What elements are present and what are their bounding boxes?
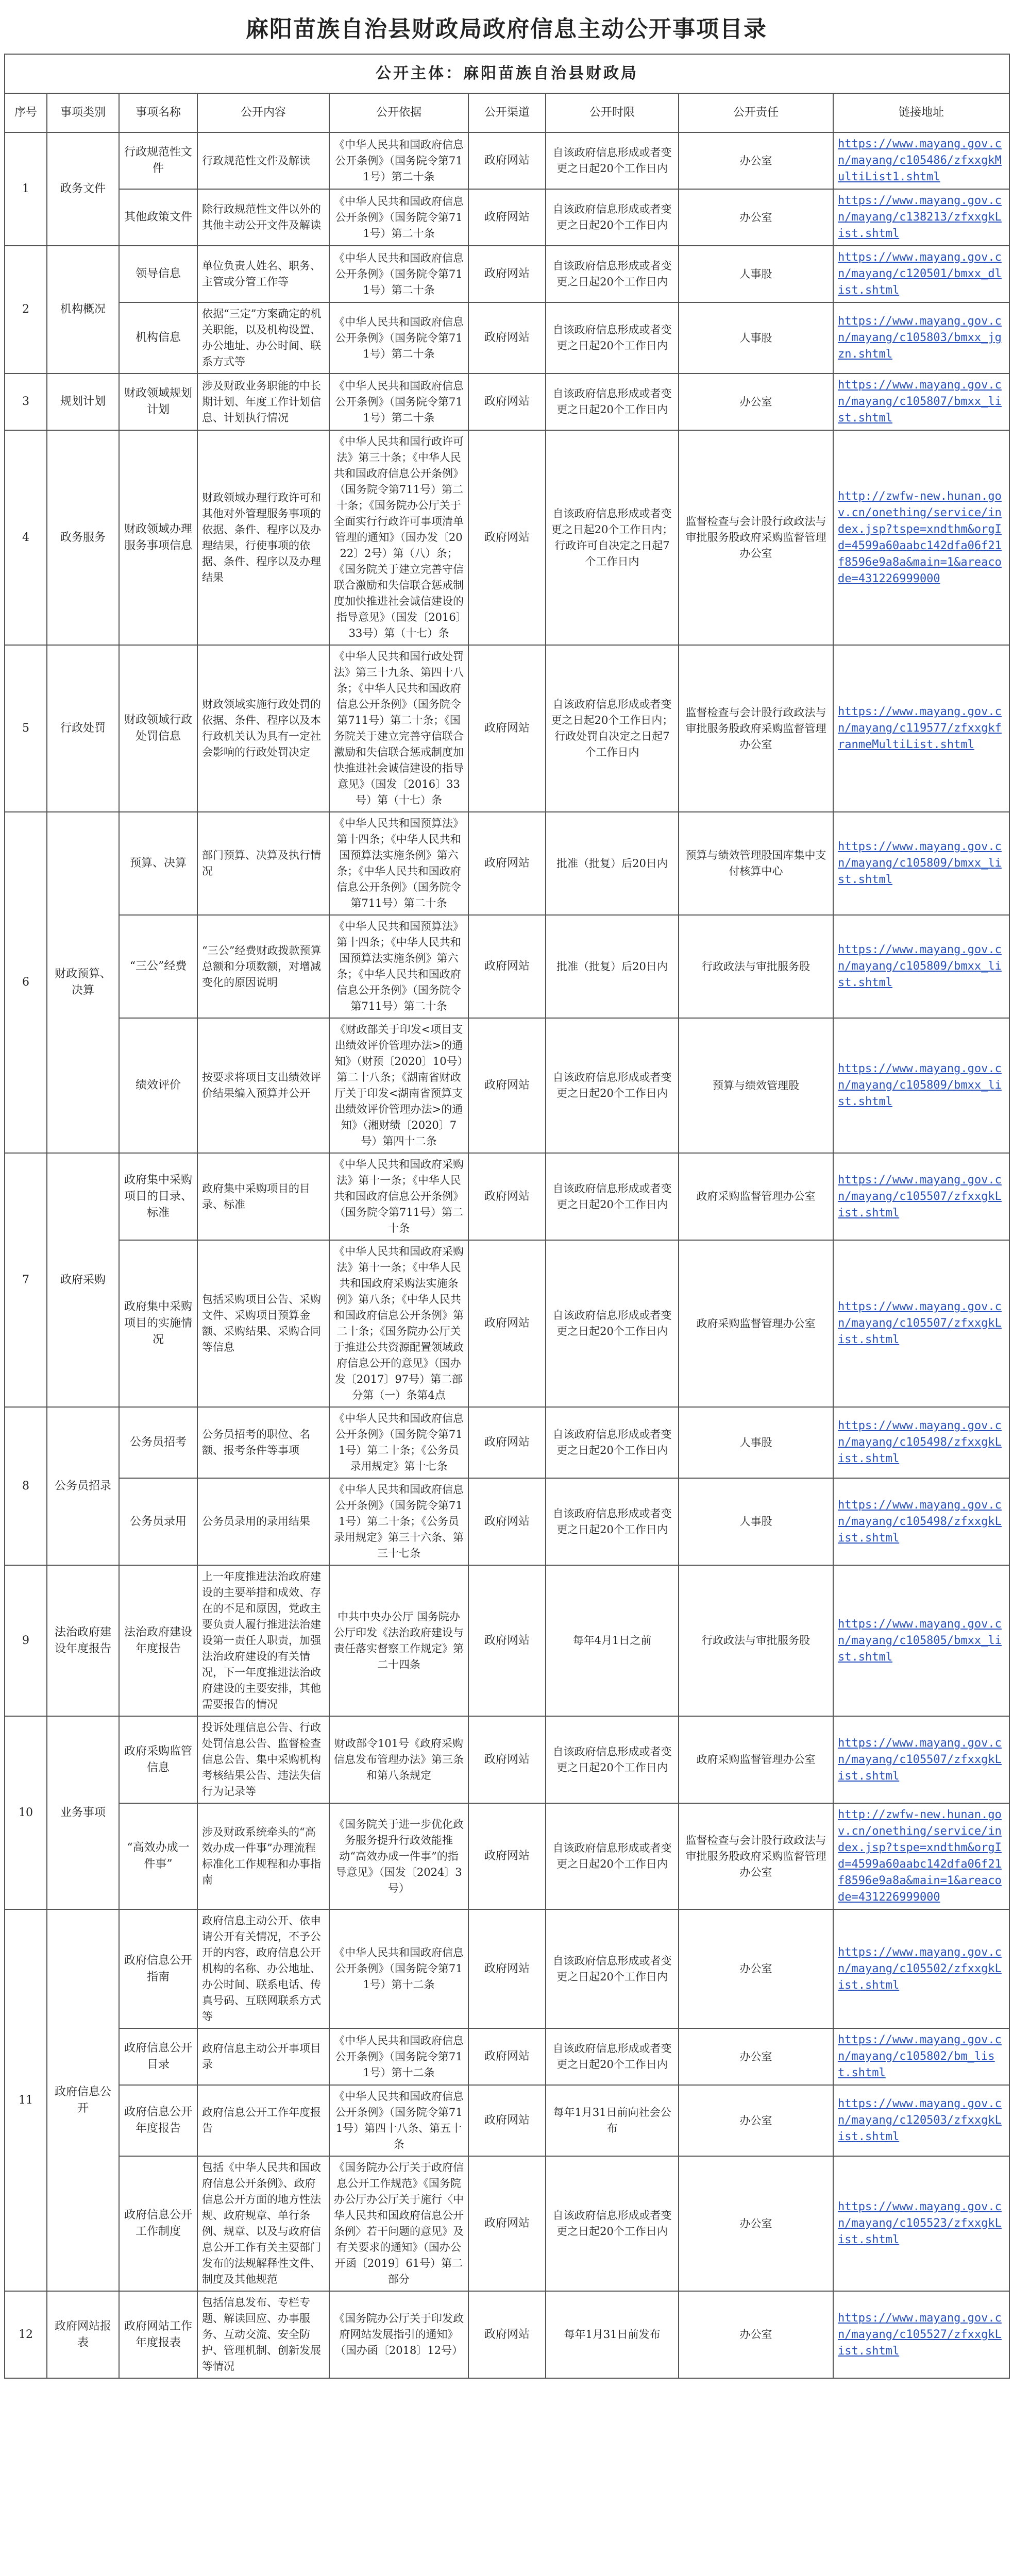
header-content: 公开内容 [197, 93, 329, 132]
disclosure-channel: 政府网站 [468, 1803, 546, 1909]
disclosure-channel: 政府网站 [468, 2156, 546, 2291]
link-address[interactable]: https://www.mayang.gov.cn/mayang/c105802/bm_list.shtml [833, 2028, 1009, 2085]
disclosure-basis: 《中华人民共和国政府信息公开条例》（国务院令第711号）第二十条；《公务员录用规定》第十七条 [329, 1407, 468, 1478]
item-name: “高效办成一件事” [119, 1803, 197, 1909]
table-row [5, 1565, 1009, 1716]
disclosure-time-limit: 自该政府信息形成或者变更之日起20个工作日内 [546, 302, 679, 374]
disclosure-basis: 《中华人民共和国政府信息公开条例》（国务院令第711号）第二十条 [329, 246, 468, 302]
table-row [5, 1803, 1009, 1909]
disclosure-content: 投诉处理信息公告、行政处罚信息公告、监督检查信息公告、集中采购机构考核结果公告、违法失信行为记录等 [197, 1716, 329, 1803]
header-channel: 公开渠道 [468, 93, 546, 132]
link-address[interactable]: https://www.mayang.gov.cn/mayang/c105805/bmxx_list.shtml [833, 1565, 1009, 1716]
item-name: 政府信息公开工作制度 [119, 2156, 197, 2291]
disclosure-time-limit: 自该政府信息形成或者变更之日起20个工作日内 [546, 1407, 679, 1478]
disclosure-content: 政府信息公开工作年度报告 [197, 2085, 329, 2156]
responsible-unit: 政府采购监督管理办公室 [679, 1153, 833, 1240]
table-row [5, 1478, 1009, 1565]
disclosure-time-limit: 自该政府信息形成或者变更之日起20个工作日内 [546, 1803, 679, 1909]
disclosure-channel: 政府网站 [468, 1153, 546, 1240]
category-cell: 机构概况 [47, 246, 119, 374]
disclosure-channel: 政府网站 [468, 302, 546, 374]
responsible-unit: 人事股 [679, 1407, 833, 1478]
disclosure-content: 涉及财政系统牵头的“高效办成一件事”办理流程标准化工作规程和办事指南 [197, 1803, 329, 1909]
category-cell: 规划计划 [47, 374, 119, 430]
disclosure-channel: 政府网站 [468, 645, 546, 812]
table-row [5, 645, 1009, 812]
item-name: 政府信息公开年度报告 [119, 2085, 197, 2156]
disclosure-basis: 《国务院办公厅关于印发政府网站发展指引的通知》（国办函〔2018〕12号） [329, 2291, 468, 2378]
disclosure-time-limit: 自该政府信息形成或者变更之日起20个工作日内；行政处罚自决定之日起7个工作日内 [546, 645, 679, 812]
disclosure-content: 政府信息主动公开、依申请公开有关情况，不予公开的内容，政府信息公开机构的名称、办公地址、办公时间、联系电话、传真号码、互联网联系方式等 [197, 1909, 329, 2028]
disclosure-basis: 《中华人民共和国政府信息公开条例》（国务院令第711号）第十二条 [329, 2028, 468, 2085]
disclosure-content: 按要求将项目支出绩效评价结果编入预算并公开 [197, 1018, 329, 1153]
disclosure-channel: 政府网站 [468, 1716, 546, 1803]
item-name: 财政领域办理服务事项信息 [119, 430, 197, 645]
disclosure-basis: 《中华人民共和国行政处罚法》第三十九条、第四十八条；《中华人民共和国政府信息公开条例》（国务院令第711号）第二十条；《国务院关于建立完善守信联合激励和失信联合惩戒制度加快推进社会诚信建设的指导意见》（国发〔2016〕33号）第（十七）条 [329, 645, 468, 812]
disclosure-basis: 《国务院办公厅关于政府信息公开工作规范》《国务院办公厅办公厅关于施行〈中华人民共和国政府信息公开条例〉若干问题的意见》及有关要求的通知》（国办公开函〔2019〕61号）第二部分 [329, 2156, 468, 2291]
header-link: 链接地址 [833, 93, 1009, 132]
responsible-unit: 办公室 [679, 1909, 833, 2028]
link-address[interactable]: https://www.mayang.gov.cn/mayang/c105809/bmxx_list.shtml [833, 915, 1009, 1018]
row-number: 6 [5, 812, 47, 1153]
category-cell: 政务文件 [47, 132, 119, 246]
disclosure-time-limit: 自该政府信息形成或者变更之日起20个工作日内 [546, 2156, 679, 2291]
item-name: “三公”经费 [119, 915, 197, 1018]
disclosure-content: 涉及财政业务职能的中长期计划、年度工作计划信息、计划执行情况 [197, 374, 329, 430]
disclosure-basis: 《中华人民共和国预算法》第十四条；《中华人民共和国预算法实施条例》第六条；《中华人民共和国政府信息公开条例》（国务院令第711号）第二十条 [329, 812, 468, 915]
disclosure-content: 公务员招考的职位、名额、报考条件等事项 [197, 1407, 329, 1478]
row-number: 7 [5, 1153, 47, 1407]
disclosure-content: 部门预算、决算及执行情况 [197, 812, 329, 915]
row-number: 2 [5, 246, 47, 374]
row-number: 4 [5, 430, 47, 645]
disclosure-channel: 政府网站 [468, 1565, 546, 1716]
disclosure-channel: 政府网站 [468, 1478, 546, 1565]
category-cell: 法治政府建设年度报告 [47, 1565, 119, 1716]
item-name: 政府信息公开指南 [119, 1909, 197, 2028]
row-number: 8 [5, 1407, 47, 1565]
link-address[interactable]: https://www.mayang.gov.cn/mayang/c105498/zfxxgkList.shtml [833, 1407, 1009, 1478]
disclosure-basis: 《中华人民共和国政府信息公开条例》（国务院令第711号）第二十条 [329, 374, 468, 430]
row-number: 10 [5, 1716, 47, 1909]
item-name: 财政领域规划计划 [119, 374, 197, 430]
disclosure-basis: 财政部令101号《政府采购信息发布管理办法》第三条和第八条规定 [329, 1716, 468, 1803]
header-basis: 公开依据 [329, 93, 468, 132]
table-row [5, 1018, 1009, 1153]
header-item: 事项名称 [119, 93, 197, 132]
disclosure-channel: 政府网站 [468, 246, 546, 302]
table-row [5, 1240, 1009, 1407]
row-number: 1 [5, 132, 47, 246]
category-cell: 财政预算、决算 [47, 812, 119, 1153]
table-row [5, 374, 1009, 430]
link-address[interactable]: https://www.mayang.gov.cn/mayang/c105809/bmxx_list.shtml [833, 1018, 1009, 1153]
header-time: 公开时限 [546, 93, 679, 132]
disclosure-channel: 政府网站 [468, 1909, 546, 2028]
disclosure-channel: 政府网站 [468, 2028, 546, 2085]
link-address[interactable]: https://www.mayang.gov.cn/mayang/c120503/zfxxgkList.shtml [833, 2085, 1009, 2156]
disclosure-time-limit: 自该政府信息形成或者变更之日起20个工作日内 [546, 1716, 679, 1803]
item-name: 公务员录用 [119, 1478, 197, 1565]
table-row [5, 1407, 1009, 1478]
row-number: 9 [5, 1565, 47, 1716]
item-name: 行政规范性文件 [119, 132, 197, 189]
link-address[interactable]: https://www.mayang.gov.cn/mayang/c105486/zfxxgkMultiList1.shtml [833, 132, 1009, 189]
disclosure-time-limit: 自该政府信息形成或者变更之日起20个工作日内 [546, 1018, 679, 1153]
link-address[interactable]: https://www.mayang.gov.cn/mayang/c105527/zfxxgkList.shtml [833, 2291, 1009, 2378]
item-name: 领导信息 [119, 246, 197, 302]
disclosure-time-limit: 自该政府信息形成或者变更之日起20个工作日内 [546, 189, 679, 246]
table-row [5, 1909, 1009, 2028]
row-number: 12 [5, 2291, 47, 2378]
disclosure-time-limit: 自该政府信息形成或者变更之日起20个工作日内 [546, 132, 679, 189]
responsible-unit: 办公室 [679, 189, 833, 246]
table-row [5, 2156, 1009, 2291]
category-cell: 政府网站报表 [47, 2291, 119, 2378]
responsible-unit: 办公室 [679, 2156, 833, 2291]
disclosure-channel: 政府网站 [468, 430, 546, 645]
disclosure-time-limit: 每年4月1日之前 [546, 1565, 679, 1716]
item-name: 财政领域行政处罚信息 [119, 645, 197, 812]
link-address[interactable]: https://www.mayang.gov.cn/mayang/c105809/bmxx_list.shtml [833, 812, 1009, 915]
link-address[interactable]: https://www.mayang.gov.cn/mayang/c105507/zfxxgkList.shtml [833, 1240, 1009, 1407]
row-number: 5 [5, 645, 47, 812]
disclosure-basis: 《国务院关于进一步优化政务服务提升行政效能推动“高效办成一件事”的指导意见》（国发〔2024〕3号） [329, 1803, 468, 1909]
disclosure-channel: 政府网站 [468, 1407, 546, 1478]
page-title: 麻阳苗族自治县财政局政府信息主动公开事项目录 [246, 16, 767, 42]
item-name: 公务员招考 [119, 1407, 197, 1478]
responsible-unit: 人事股 [679, 246, 833, 302]
disclosure-basis: 《中华人民共和国政府信息公开条例》（国务院令第711号）第二十条 [329, 189, 468, 246]
responsible-unit: 监督检查与会计股行政政法与审批服务股政府采购监督管理办公室 [679, 645, 833, 812]
disclosure-content: 政府集中采购项目的目录、标准 [197, 1153, 329, 1240]
link-address[interactable]: https://www.mayang.gov.cn/mayang/c138213/zfxxgkList.shtml [833, 189, 1009, 246]
link-address[interactable]: http://zwfw-new.hunan.gov.cn/onething/service/index.jsp?tspe=xndthm&orgId=4599a60aabc142dfa06f21f8596e9a8a&main=1&areacode=431226999000 [833, 430, 1009, 645]
responsible-unit: 行政政法与审批服务股 [679, 915, 833, 1018]
disclosure-channel: 政府网站 [468, 2291, 546, 2378]
disclosure-basis: 中共中央办公厅 国务院办公厅印发《法治政府建设与责任落实督察工作规定》第二十四条 [329, 1565, 468, 1716]
table-row [5, 2291, 1009, 2378]
row-number: 11 [5, 1909, 47, 2291]
header-category: 事项类别 [47, 93, 119, 132]
item-name: 政府集中采购项目的实施情况 [119, 1240, 197, 1407]
disclosure-content: 包括采购项目公告、采购文件、采购项目预算金额、采购结果、采购合同等信息 [197, 1240, 329, 1407]
disclosure-basis: 《财政部关于印发<项目支出绩效评价管理办法>的通知》（财预〔2020〕10号）第二十八条；《湖南省财政厅关于印发<湖南省预算支出绩效评价管理办法>的通知》（湘财绩〔2020〕7号）第四十二条 [329, 1018, 468, 1153]
disclosure-table [4, 54, 1010, 2379]
disclosure-time-limit: 自该政府信息形成或者变更之日起20个工作日内 [546, 1909, 679, 2028]
responsible-unit: 政府采购监督管理办公室 [679, 1716, 833, 1803]
disclosure-channel: 政府网站 [468, 189, 546, 246]
disclosure-time-limit: 批准（批复）后20日内 [546, 812, 679, 915]
header-no: 序号 [5, 93, 47, 132]
category-cell: 政务服务 [47, 430, 119, 645]
header-responsibility: 公开责任 [679, 93, 833, 132]
link-address[interactable]: https://www.mayang.gov.cn/mayang/c105807/bmxx_list.shtml [833, 374, 1009, 430]
disclosure-basis: 《中华人民共和国政府采购法》第十一条；《中华人民共和国政府信息公开条例》（国务院令第711号）第二十条 [329, 1153, 468, 1240]
link-address[interactable]: https://www.mayang.gov.cn/mayang/c119577/zfxxgkfranmeMultiList.shtml [833, 645, 1009, 812]
disclosure-basis: 《中华人民共和国政府信息公开条例》（国务院令第711号）第二十条；《公务员录用规定》第三十六条、第三十七条 [329, 1478, 468, 1565]
disclosure-content: 公务员录用的录用结果 [197, 1478, 329, 1565]
disclosure-content: 除行政规范性文件以外的其他主动公开文件及解读 [197, 189, 329, 246]
responsible-unit: 预算与绩效管理股 [679, 1018, 833, 1153]
disclosure-basis: 《中华人民共和国行政许可法》第三十条；《中华人民共和国政府信息公开条例》（国务院令第711号）第二十条；《国务院办公厅关于全面实行行政许可事项清单管理的通知》（国办发〔2022〕2号）第（八）条；《国务院关于建立完善守信联合激励和失信联合惩戒制度加快推进社会诚信建设的指导意见》（国发〔2016〕33号）第（十七）条 [329, 430, 468, 645]
disclosure-content: 上一年度推进法治政府建设的主要举措和成效、存在的不足和原因，党政主要负责人履行推进法治建设第一责任人职责，加强法治政府建设的有关情况，下一年度推进法治政府建设的主要安排，其他需要报告的情况 [197, 1565, 329, 1716]
table-row [5, 915, 1009, 1018]
header-row [5, 93, 1009, 132]
disclosure-time-limit: 自该政府信息形成或者变更之日起20个工作日内 [546, 374, 679, 430]
responsible-unit: 办公室 [679, 2291, 833, 2378]
disclosure-basis: 《中华人民共和国政府信息公开条例》（国务院令第711号）第四十八条、第五十条 [329, 2085, 468, 2156]
responsible-unit: 行政政法与审批服务股 [679, 1565, 833, 1716]
disclosure-basis: 《中华人民共和国政府信息公开条例》（国务院令第711号）第十二条 [329, 1909, 468, 2028]
link-address[interactable]: https://www.mayang.gov.cn/mayang/c105507/zfxxgkList.shtml [833, 1716, 1009, 1803]
link-address[interactable]: https://www.mayang.gov.cn/mayang/c120501/bmxx_dlist.shtml [833, 246, 1009, 302]
link-address[interactable]: https://www.mayang.gov.cn/mayang/c105523/zfxxgkList.shtml [833, 2156, 1009, 2291]
disclosure-channel: 政府网站 [468, 1240, 546, 1407]
link-address[interactable]: http://zwfw-new.hunan.gov.cn/onething/service/index.jsp?tspe=xndthm&orgId=4599a60aabc142dfa06f21f8596e9a8a&main=1&areacode=431226999000 [833, 1803, 1009, 1909]
disclosure-time-limit: 自该政府信息形成或者变更之日起20个工作日内 [546, 1153, 679, 1240]
disclosure-content: “三公”经费财政拨款预算总额和分项数额，对增减变化的原因说明 [197, 915, 329, 1018]
disclosure-content: 行政规范性文件及解读 [197, 132, 329, 189]
row-number: 3 [5, 374, 47, 430]
table-row [5, 2085, 1009, 2156]
item-name: 政府集中采购项目的目录、标准 [119, 1153, 197, 1240]
disclosure-channel: 政府网站 [468, 1018, 546, 1153]
disclosure-time-limit: 自该政府信息形成或者变更之日起20个工作日内 [546, 246, 679, 302]
disclosure-time-limit: 自该政府信息形成或者变更之日起20个工作日内 [546, 1240, 679, 1407]
table-row [5, 302, 1009, 374]
responsible-unit: 办公室 [679, 132, 833, 189]
table-row [5, 246, 1009, 302]
disclosure-content: 财政领域实施行政处罚的依据、条件、程序以及本行政机关认为具有一定社会影响的行政处罚决定 [197, 645, 329, 812]
link-address[interactable]: https://www.mayang.gov.cn/mayang/c105507/zfxxgkList.shtml [833, 1153, 1009, 1240]
disclosure-content: 包括《中华人民共和国政府信息公开条例》、政府信息公开方面的地方性法规、政府规章、单行条例、规章、以及与政府信息公开工作有关主要部门发布的法规解释性文件、制度及其他规范 [197, 2156, 329, 2291]
table-row [5, 1153, 1009, 1240]
disclosure-channel: 政府网站 [468, 915, 546, 1018]
disclosure-time-limit: 每年1月31日前发布 [546, 2291, 679, 2378]
disclosure-time-limit: 自该政府信息形成或者变更之日起20个工作日内 [546, 2028, 679, 2085]
disclosure-channel: 政府网站 [468, 812, 546, 915]
item-name: 其他政策文件 [119, 189, 197, 246]
disclosure-content: 包括信息发布、专栏专题、解读回应、办事服务、互动交流、安全防护、管理机制、创新发展等情况 [197, 2291, 329, 2378]
table-row [5, 430, 1009, 645]
disclosure-time-limit: 自该政府信息形成或者变更之日起20个工作日内；行政许可自决定之日起7个工作日内 [546, 430, 679, 645]
disclosure-basis: 《中华人民共和国政府信息公开条例》（国务院令第711号）第二十条 [329, 302, 468, 374]
table-row [5, 812, 1009, 915]
disclosure-basis: 《中华人民共和国预算法》第十四条；《中华人民共和国预算法实施条例》第六条；《中华人民共和国政府信息公开条例》（国务院令第711号）第二十条 [329, 915, 468, 1018]
category-cell: 政府采购 [47, 1153, 119, 1407]
disclosure-basis: 《中华人民共和国政府采购法》第十一条；《中华人民共和国政府采购法实施条例》第八条；《中华人民共和国政府信息公开条例》第二十条；《国务院办公厅关于推进公共资源配置领域政府信息公开的意见》（国办发〔2017〕97号）第二部分第（一）条第4点 [329, 1240, 468, 1407]
table-row [5, 132, 1009, 189]
item-name: 预算、决算 [119, 812, 197, 915]
subject-row [5, 54, 1009, 93]
category-cell: 政府信息公开 [47, 1909, 119, 2291]
category-cell: 公务员招录 [47, 1407, 119, 1565]
link-address[interactable]: https://www.mayang.gov.cn/mayang/c105498/zfxxgkList.shtml [833, 1478, 1009, 1565]
responsible-unit: 人事股 [679, 1478, 833, 1565]
disclosure-time-limit: 每年1月31日前向社会公布 [546, 2085, 679, 2156]
responsible-unit: 监督检查与会计股行政政法与审批服务股政府采购监督管理办公室 [679, 430, 833, 645]
responsible-unit: 办公室 [679, 2085, 833, 2156]
responsible-unit: 监督检查与会计股行政政法与审批服务股政府采购监督管理办公室 [679, 1803, 833, 1909]
disclosure-content: 财政领域办理行政许可和其他对外管理服务事项的依据、条件、程序以及办理结果，行使事项的依据、条件、程序以及办理结果 [197, 430, 329, 645]
disclosure-content: 依据“三定”方案确定的机关职能，以及机构设置、办公地址、办公时间、联系方式等 [197, 302, 329, 374]
disclosure-channel: 政府网站 [468, 374, 546, 430]
table-row [5, 2028, 1009, 2085]
link-address[interactable]: https://www.mayang.gov.cn/mayang/c105502/zfxxgkList.shtml [833, 1909, 1009, 2028]
publisher-subject: 公开主体：麻阳苗族自治县财政局 [5, 54, 1009, 93]
disclosure-content: 单位负责人姓名、职务、主管或分管工作等 [197, 246, 329, 302]
item-name: 法治政府建设年度报告 [119, 1565, 197, 1716]
category-cell: 行政处罚 [47, 645, 119, 812]
item-name: 政府信息公开目录 [119, 2028, 197, 2085]
disclosure-time-limit: 自该政府信息形成或者变更之日起20个工作日内 [546, 1478, 679, 1565]
item-name: 政府网站工作年度报表 [119, 2291, 197, 2378]
responsible-unit: 预算与绩效管理股国库集中支付核算中心 [679, 812, 833, 915]
disclosure-time-limit: 批准（批复）后20日内 [546, 915, 679, 1018]
responsible-unit: 办公室 [679, 2028, 833, 2085]
table-row [5, 1716, 1009, 1803]
category-cell: 业务事项 [47, 1716, 119, 1909]
disclosure-content: 政府信息主动公开事项目录 [197, 2028, 329, 2085]
link-address[interactable]: https://www.mayang.gov.cn/mayang/c105803/bmxx_jgzn.shtml [833, 302, 1009, 374]
item-name: 绩效评价 [119, 1018, 197, 1153]
responsible-unit: 人事股 [679, 302, 833, 374]
disclosure-basis: 《中华人民共和国政府信息公开条例》（国务院令第711号）第二十条 [329, 132, 468, 189]
table-row [5, 189, 1009, 246]
item-name: 政府采购监管信息 [119, 1716, 197, 1803]
responsible-unit: 政府采购监督管理办公室 [679, 1240, 833, 1407]
responsible-unit: 办公室 [679, 374, 833, 430]
item-name: 机构信息 [119, 302, 197, 374]
disclosure-channel: 政府网站 [468, 132, 546, 189]
disclosure-channel: 政府网站 [468, 2085, 546, 2156]
